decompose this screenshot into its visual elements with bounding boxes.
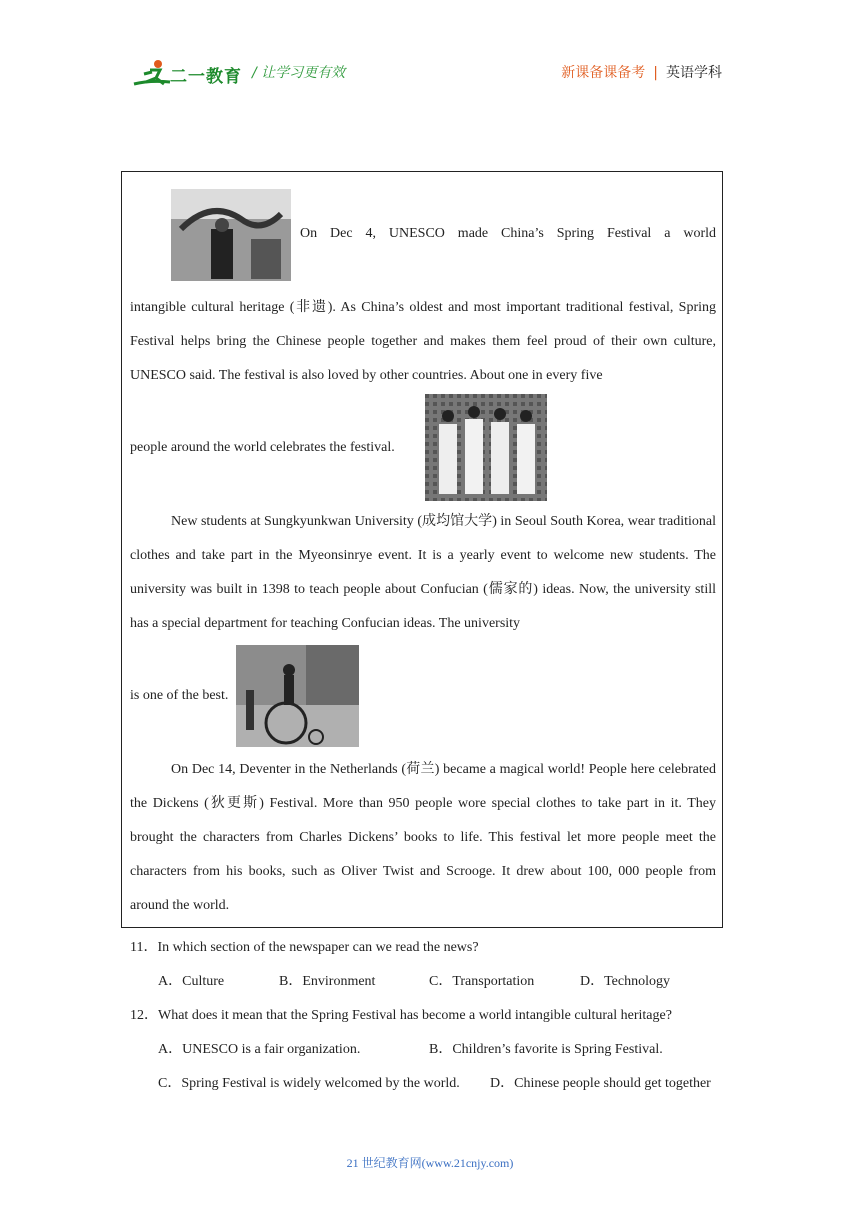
option-12-a: A．UNESCO is a fair organization. bbox=[158, 1042, 361, 1057]
paragraph-1-body: intangible cultural heritage (非遗). As China’s oldest and most important traditional festival, Spring Festival helps bring the Chinese people together and makes them feel proud of their own culture, UNESCO said. The festival is also loved by other countries. About one in every five bbox=[130, 300, 716, 383]
paragraph-2-body: New students at Sungkyunkwan University (成均馆大学) in Seoul South Korea, wear traditional clothes and take part in the Myeonsinrye event. It is a yearly event to welcome new students. The university was built in 1398 to teach people about Confucian (儒家的) ideas. Now, the university still has a special department for teaching Confucian ideas. The university bbox=[130, 514, 716, 631]
question-12: 12．What does it mean that the Spring Festival has become a world intangible cultural heritage? bbox=[130, 1008, 672, 1023]
page-footer: 21 世纪教育网(www.21cnjy.com) bbox=[346, 1156, 514, 1170]
option-11-a: A．Culture bbox=[158, 974, 225, 989]
paragraph-2-last-line: is one of the best. bbox=[130, 688, 229, 703]
paragraph-1-first-line: On Dec 4, UNESCO made China’s Spring Festival a world bbox=[300, 226, 716, 241]
option-12-d: D．Chinese people should get together bbox=[490, 1076, 711, 1091]
paragraph-1-last-line: people around the world celebrates the festival. bbox=[130, 440, 395, 455]
paragraph-3-body: On Dec 14, Deventer in the Netherlands (荷兰) became a magical world! People here celebrated the Dickens (狄更斯) Festival. More than 950 people wore special clothes to take part in it. They brought the characters from Charles Dickens’ books to life. This festival let more people meet the characters from his books, such as Oliver Twist and Scrooge. It drew about 100, 000 people from around the world. bbox=[130, 762, 716, 913]
question-11: 11．In which section of the newspaper can we read the news? bbox=[130, 940, 479, 955]
header-course: 新课备课备考 bbox=[561, 65, 646, 81]
option-11-b: B．Environment bbox=[279, 974, 376, 989]
option-12-c: C．Spring Festival is widely welcomed by the world. bbox=[158, 1076, 460, 1091]
option-11-c: C．Transportation bbox=[429, 974, 535, 989]
dickens-festival-photo bbox=[236, 645, 359, 747]
option-12-b: B．Children’s favorite is Spring Festival. bbox=[429, 1042, 663, 1057]
brand-slogan: / 让学习更有效 bbox=[252, 65, 346, 81]
header-subject: 英语学科 bbox=[666, 65, 722, 81]
option-11-d: D．Technology bbox=[580, 974, 671, 989]
brand-name: 二一教育 bbox=[170, 67, 242, 87]
subject-header bbox=[561, 62, 722, 82]
korea-students-photo bbox=[425, 394, 547, 501]
spring-festival-photo bbox=[171, 189, 291, 281]
header-separator: | bbox=[653, 65, 658, 81]
